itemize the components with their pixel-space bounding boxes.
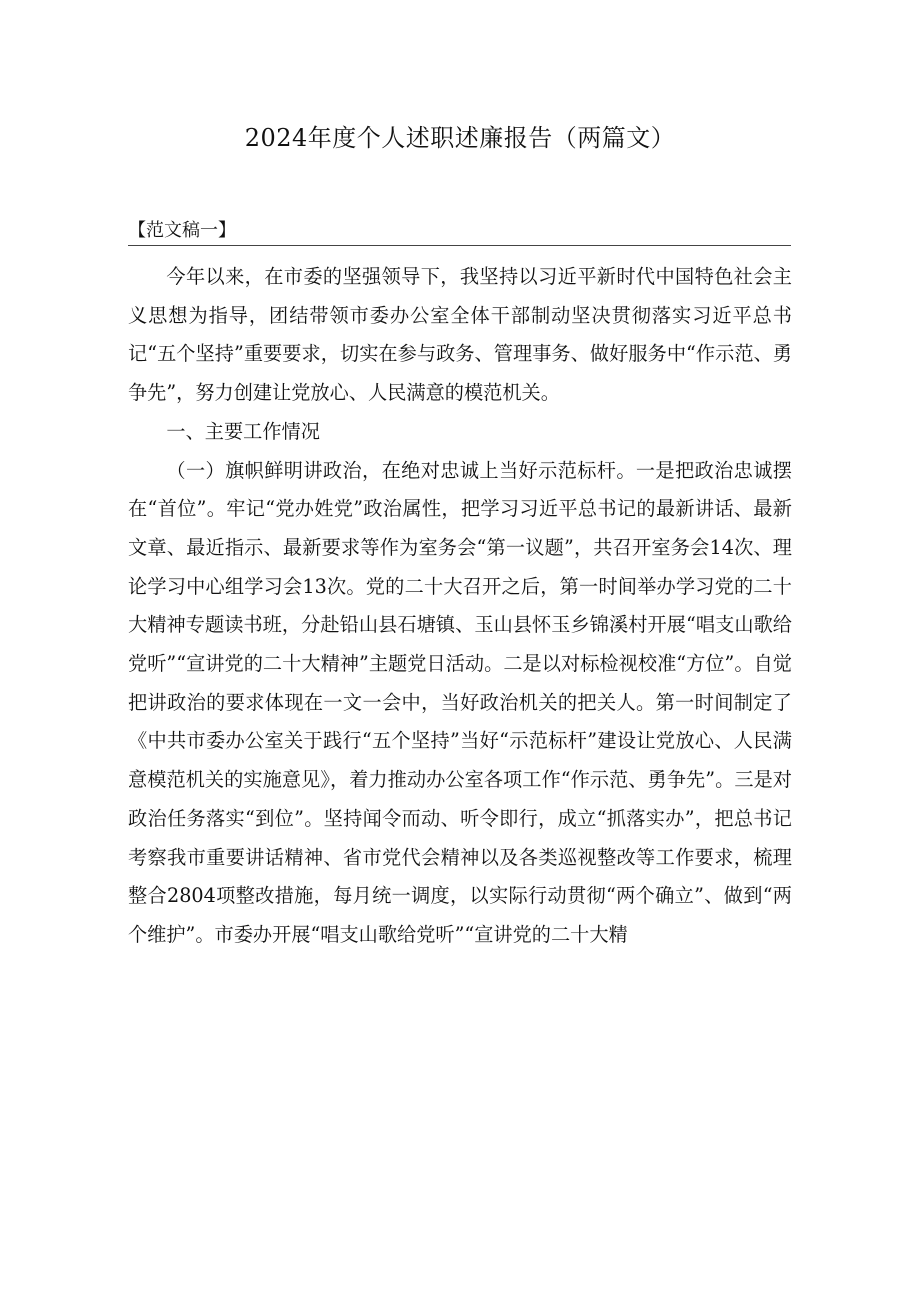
intro-paragraph: 今年以来，在市委的坚强领导下，我坚持以习近平新时代中国特色社会主义思想为指导，团结带领市委办公室全体干部制动坚决贯彻落实习近平总书记“五个坚持”重要要求，切实在参与政务、管理事务、做好服务中“作示范、勇争先”，努力创建让党放心、人民满意的模范机关。	[128, 265, 792, 405]
section-divider	[128, 245, 791, 246]
section-heading: 一、主要工作情况	[166, 419, 320, 443]
body-paragraph: （一）旗帜鲜明讲政治，在绝对忠诚上当好示范标杆。一是把政治忠诚摆在“首位”。牢记“党办姓党”政治属性，把学习习近平总书记的最新讲话、最新文章、最近指示、最新要求等作为室务会“第一议题”，共召开室务会14次、理论学习中心组学习会13次。党的二十大召开之后，第一时间举办学习党的二十大精神专题读书班，分赴铅山县石塘镇、玉山县怀玉乡锦溪村开展“唱支山歌给党听”“宣讲党的二十大精神”主题党日活动。二是以对标检视校准“方位”。自觉把讲政治的要求体现在一文一会中，当好政治机关的把关人。第一时间制定了《中共市委办公室关于践行“五个坚持”当好“示范标杆”建设让党放心、人民满意模范机关的实施意见》，着力推动办公室各项工作“作示范、勇争先”。三是对政治任务落实“到位”。坚持闻令而动、听令即行，成立“抓落实办”，把总书记考察我市重要讲话精神、省市党代会精神以及各类巡视整改等工作要求，梳理整合2804项整改措施，每月统一调度，以实际行动贯彻“两个确立”、做到“两个维护”。市委办开展“唱支山歌给党听”“宣讲党的二十大精	[128, 458, 792, 946]
document-body	[128, 258, 792, 955]
section-label: 【范文稿一】	[128, 220, 236, 241]
document-title: 2024年度个人述职述廉报告（两篇文）	[244, 124, 676, 152]
